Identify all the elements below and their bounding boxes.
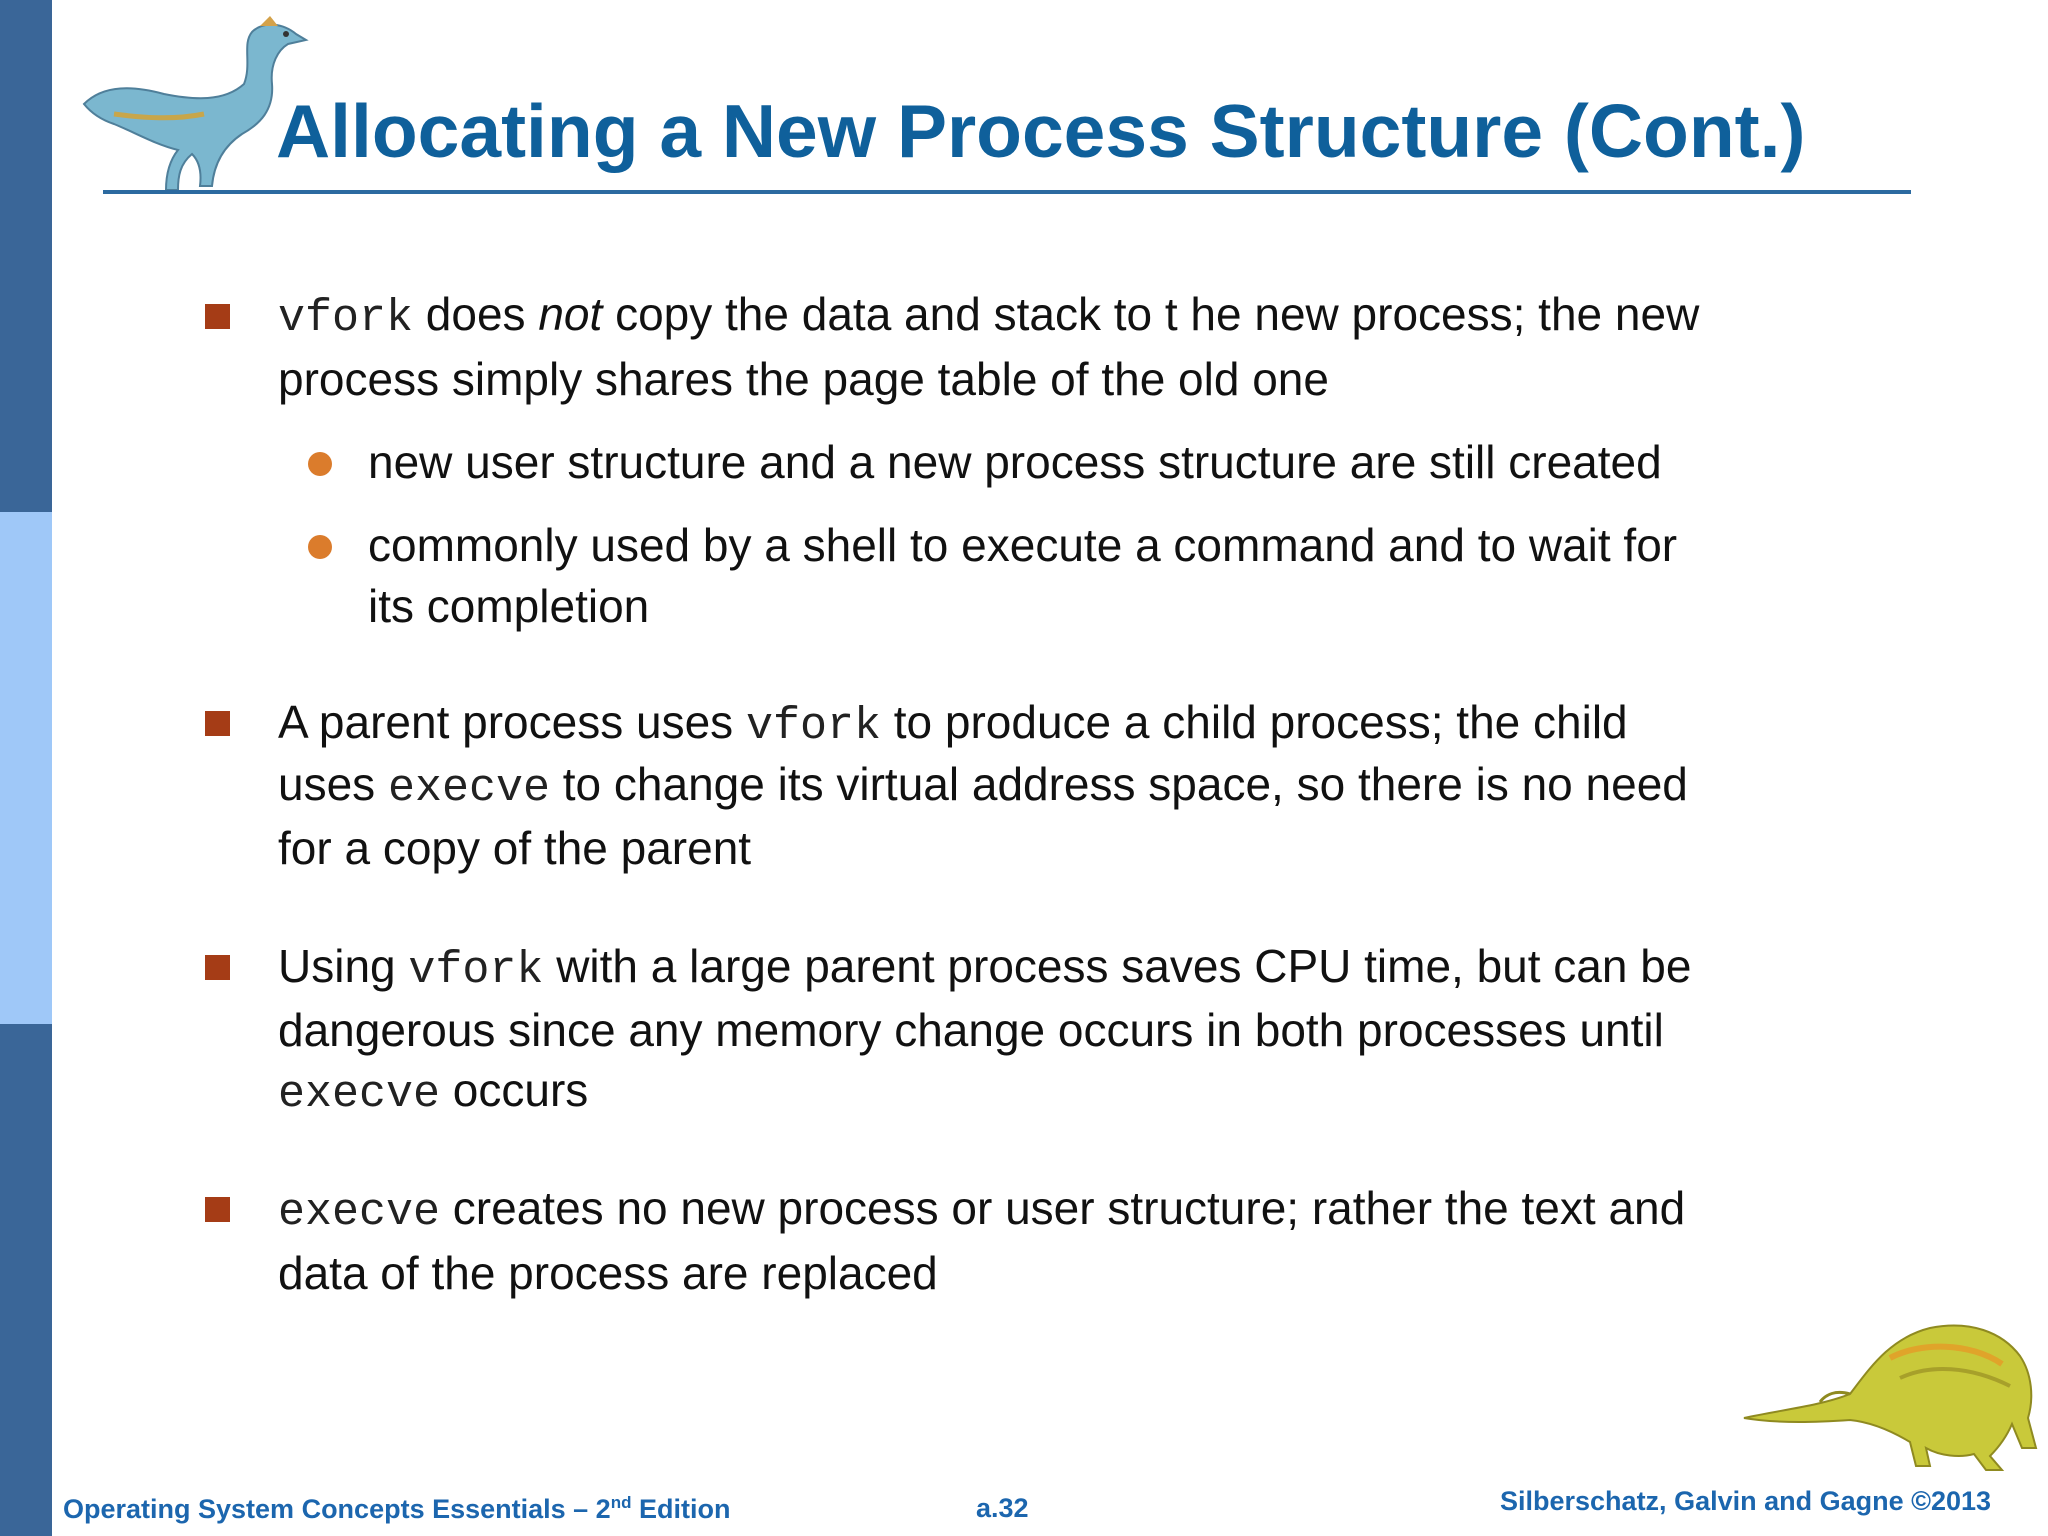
code-execve: execve — [278, 1187, 441, 1238]
slide-title: Allocating a New Process Structure (Cont.) — [276, 89, 1806, 173]
bullet-3-line-3: execve occurs — [278, 1064, 589, 1120]
sub-bullet-2-line-2: its completion — [368, 580, 650, 632]
bullet-2-line-3: for a copy of the parent — [278, 822, 752, 874]
sub-bullet-1: new user structure and a new process structure are still created — [368, 436, 1662, 488]
bullet-1-line-1: vfork does not copy the data and stack to t he new process; the new — [278, 288, 1700, 344]
square-bullet-icon — [205, 955, 230, 980]
square-bullet-icon — [205, 1197, 230, 1222]
bullet-3-line-1: Using vfork with a large parent process saves CPU time, but can be — [278, 940, 1692, 996]
code-vfork: vfork — [408, 945, 544, 996]
bullet-1-line-2: process simply shares the page table of the old one — [278, 353, 1329, 405]
footer-page-number: a.32 — [976, 1493, 1029, 1523]
footer-book-title: Operating System Concepts Essentials – 2nd Edition — [63, 1493, 731, 1524]
dinosaur-icon — [1740, 1298, 2040, 1476]
footer-copyright: Silberschatz, Galvin and Gagne ©2013 — [1500, 1486, 1992, 1516]
bullet-4-line-1: execve creates no new process or user structure; rather the text and — [278, 1182, 1686, 1238]
bullet-2-line-1: A parent process uses vfork to produce a child process; the child — [278, 696, 1628, 752]
code-vfork: vfork — [745, 701, 881, 752]
bullet-3-line-2: dangerous since any memory change occurs in both processes until — [278, 1004, 1664, 1056]
code-execve: execve — [278, 1069, 441, 1120]
bullet-2-line-2: uses execve to change its virtual address space, so there is no need — [278, 758, 1688, 814]
emphasis-text: not — [538, 288, 603, 340]
square-bullet-icon — [205, 711, 230, 736]
square-bullet-icon — [205, 304, 230, 329]
round-bullet-icon — [308, 452, 332, 476]
sub-bullet-2-line-1: commonly used by a shell to execute a command and to wait for — [368, 519, 1678, 571]
round-bullet-icon — [308, 535, 332, 559]
bullet-4-line-2: data of the process are replaced — [278, 1247, 938, 1299]
code-vfork: vfork — [278, 293, 414, 344]
code-execve: execve — [387, 763, 550, 814]
